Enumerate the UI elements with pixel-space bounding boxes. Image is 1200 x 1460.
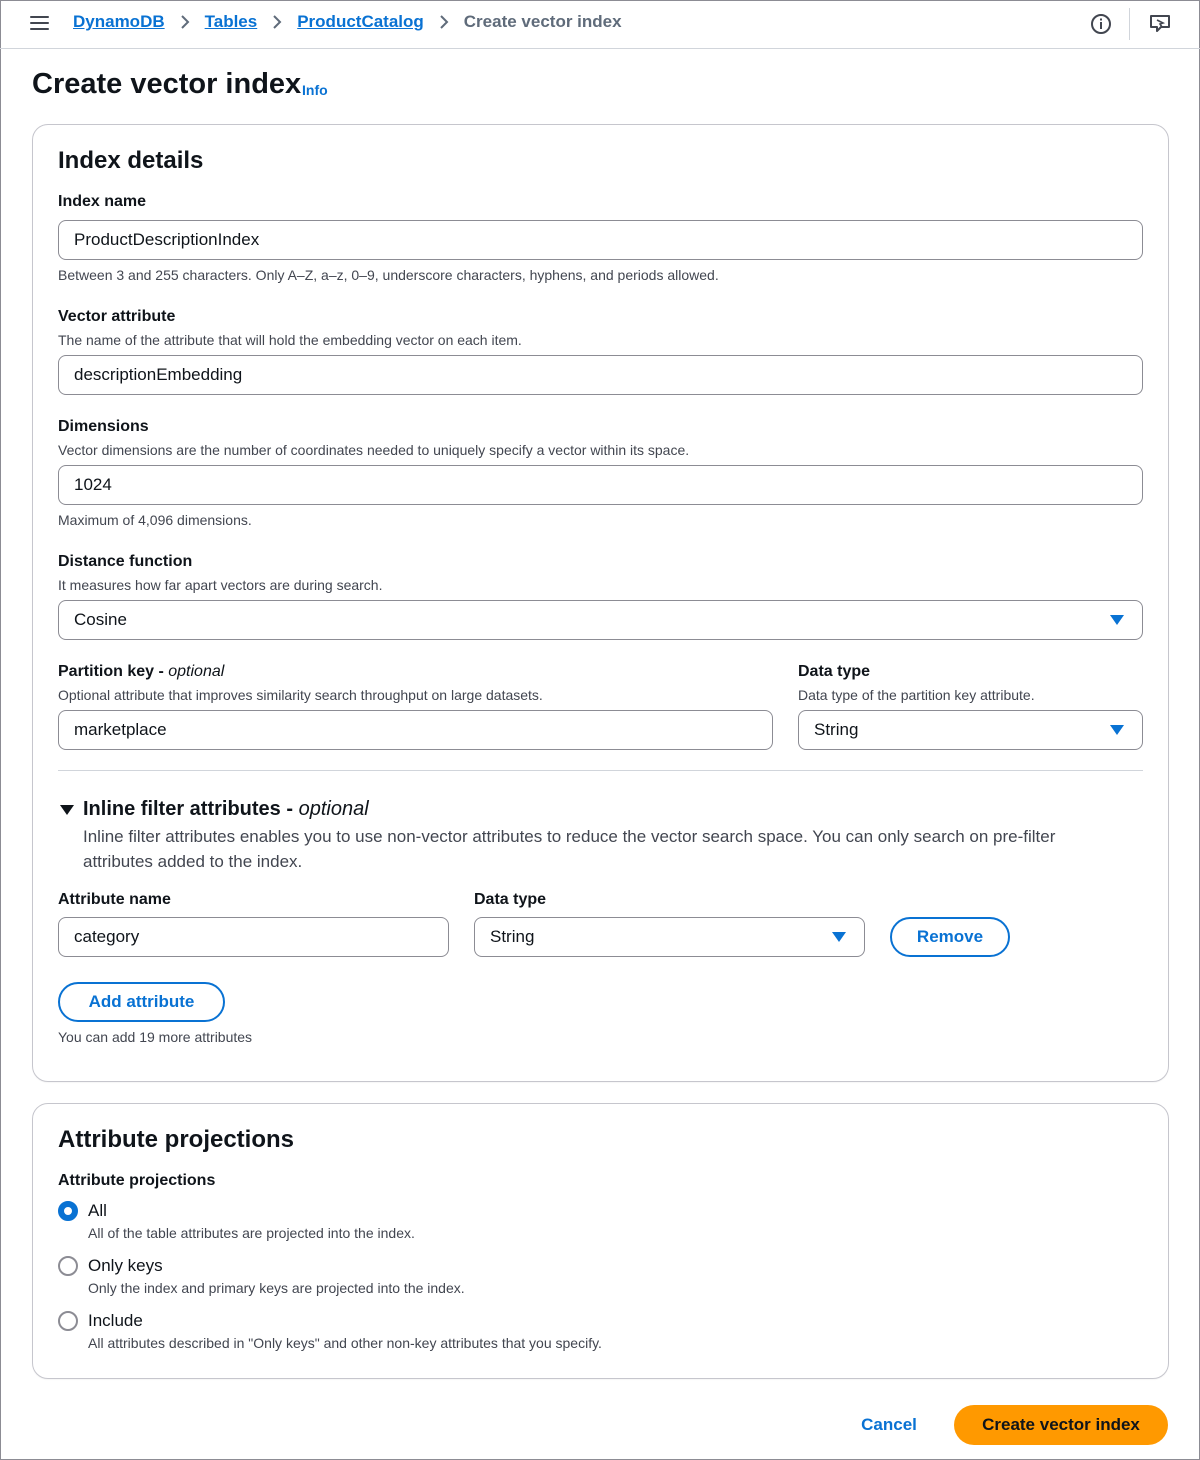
cancel-button[interactable]: Cancel bbox=[861, 1415, 917, 1434]
radio-include-description: All attributes described in "Only keys" and other non-key attributes that you specify. bbox=[88, 1335, 602, 1351]
partition-data-type-description: Data type of the partition key attribute. bbox=[798, 687, 1035, 703]
remaining-attributes-note: You can add 19 more attributes bbox=[58, 1029, 253, 1045]
filter-data-type-value: String bbox=[490, 927, 535, 946]
caret-down-icon bbox=[832, 932, 846, 942]
chevron-right-icon bbox=[173, 13, 197, 31]
distance-function-value: Cosine bbox=[74, 610, 127, 629]
radio-only-keys[interactable] bbox=[58, 1256, 78, 1276]
chevron-right-icon bbox=[432, 13, 456, 31]
breadcrumb-tables[interactable]: Tables bbox=[204, 12, 258, 31]
attribute-projections-heading: Attribute projections bbox=[58, 1126, 295, 1153]
section-divider bbox=[58, 770, 1143, 771]
breadcrumb-dynamodb[interactable]: DynamoDB bbox=[73, 12, 165, 31]
radio-all-label[interactable]: All bbox=[88, 1201, 107, 1220]
vector-attribute-description: The name of the attribute that will hold the embedding vector on each item. bbox=[58, 332, 522, 348]
partition-key-label: Partition key - optional bbox=[58, 663, 225, 680]
partition-key-description: Optional attribute that improves similarity search throughput on large datasets. bbox=[58, 687, 543, 703]
radio-only-keys-label[interactable]: Only keys bbox=[88, 1256, 163, 1275]
caret-down-icon[interactable] bbox=[60, 805, 74, 815]
create-vector-index-button[interactable]: Create vector index bbox=[954, 1405, 1168, 1445]
index-name-label: Index name bbox=[58, 193, 147, 210]
radio-all-description: All of the table attributes are projected into the index. bbox=[88, 1225, 415, 1241]
index-details-container bbox=[32, 124, 1169, 1082]
index-details-heading: Index details bbox=[58, 147, 204, 174]
attribute-name-input[interactable]: category bbox=[58, 917, 449, 957]
radio-include-label[interactable]: Include bbox=[88, 1311, 143, 1330]
distance-function-label: Distance function bbox=[58, 553, 193, 570]
caret-down-icon bbox=[1110, 615, 1124, 625]
breadcrumb bbox=[73, 12, 622, 32]
menu-icon[interactable] bbox=[30, 15, 49, 31]
index-name-constraint: Between 3 and 255 characters. Only A–Z, a–z, 0–9, underscore characters, hyphens, and periods allowed. bbox=[58, 267, 719, 283]
radio-include[interactable] bbox=[58, 1311, 78, 1331]
partition-key-input[interactable]: marketplace bbox=[58, 710, 773, 750]
top-navigation bbox=[0, 0, 1200, 49]
dimensions-input[interactable]: 1024 bbox=[58, 465, 1143, 505]
distance-function-description: It measures how far apart vectors are during search. bbox=[58, 577, 383, 593]
caret-down-icon bbox=[1110, 725, 1124, 735]
vector-attribute-label: Vector attribute bbox=[58, 308, 176, 325]
remove-button[interactable]: Remove bbox=[890, 917, 1010, 957]
filter-data-type-select[interactable] bbox=[474, 917, 865, 957]
partition-data-type-label: Data type bbox=[798, 663, 871, 680]
toolbar-divider bbox=[1129, 8, 1130, 40]
dimensions-label: Dimensions bbox=[58, 418, 149, 435]
add-attribute-button[interactable]: Add attribute bbox=[58, 982, 225, 1022]
radio-all[interactable] bbox=[58, 1201, 78, 1221]
partition-data-type-value: String bbox=[814, 720, 859, 739]
inline-filter-description: Inline filter attributes enables you to use non-vector attributes to reduce the vector search space. You can only search on pre-filter attributes added to the index. bbox=[83, 827, 1056, 871]
info-circle-icon[interactable] bbox=[1090, 13, 1112, 35]
attribute-projections-label: Attribute projections bbox=[58, 1172, 216, 1189]
radio-only-keys-description: Only the index and primary keys are projected into the index. bbox=[88, 1280, 465, 1296]
inline-filter-expander[interactable]: Inline filter attributes - optional bbox=[83, 798, 369, 820]
partition-data-type-select[interactable] bbox=[798, 710, 1143, 750]
breadcrumb-current: Create vector index bbox=[463, 12, 622, 31]
feedback-icon[interactable] bbox=[1149, 13, 1171, 35]
attribute-name-label: Attribute name bbox=[58, 891, 171, 908]
dimensions-description: Vector dimensions are the number of coordinates needed to uniquely specify a vector within its space. bbox=[58, 442, 690, 458]
chevron-right-icon bbox=[265, 13, 289, 31]
breadcrumb-productcatalog[interactable]: ProductCatalog bbox=[297, 12, 424, 31]
page-title: Create vector index bbox=[32, 68, 302, 100]
info-link[interactable]: Info bbox=[302, 82, 328, 98]
filter-data-type-label: Data type bbox=[474, 891, 547, 908]
dimensions-constraint: Maximum of 4,096 dimensions. bbox=[58, 512, 252, 528]
attribute-projections-container bbox=[32, 1103, 1169, 1379]
index-name-input[interactable]: ProductDescriptionIndex bbox=[58, 220, 1143, 260]
vector-attribute-input[interactable]: descriptionEmbedding bbox=[58, 355, 1143, 395]
distance-function-select[interactable] bbox=[58, 600, 1143, 640]
